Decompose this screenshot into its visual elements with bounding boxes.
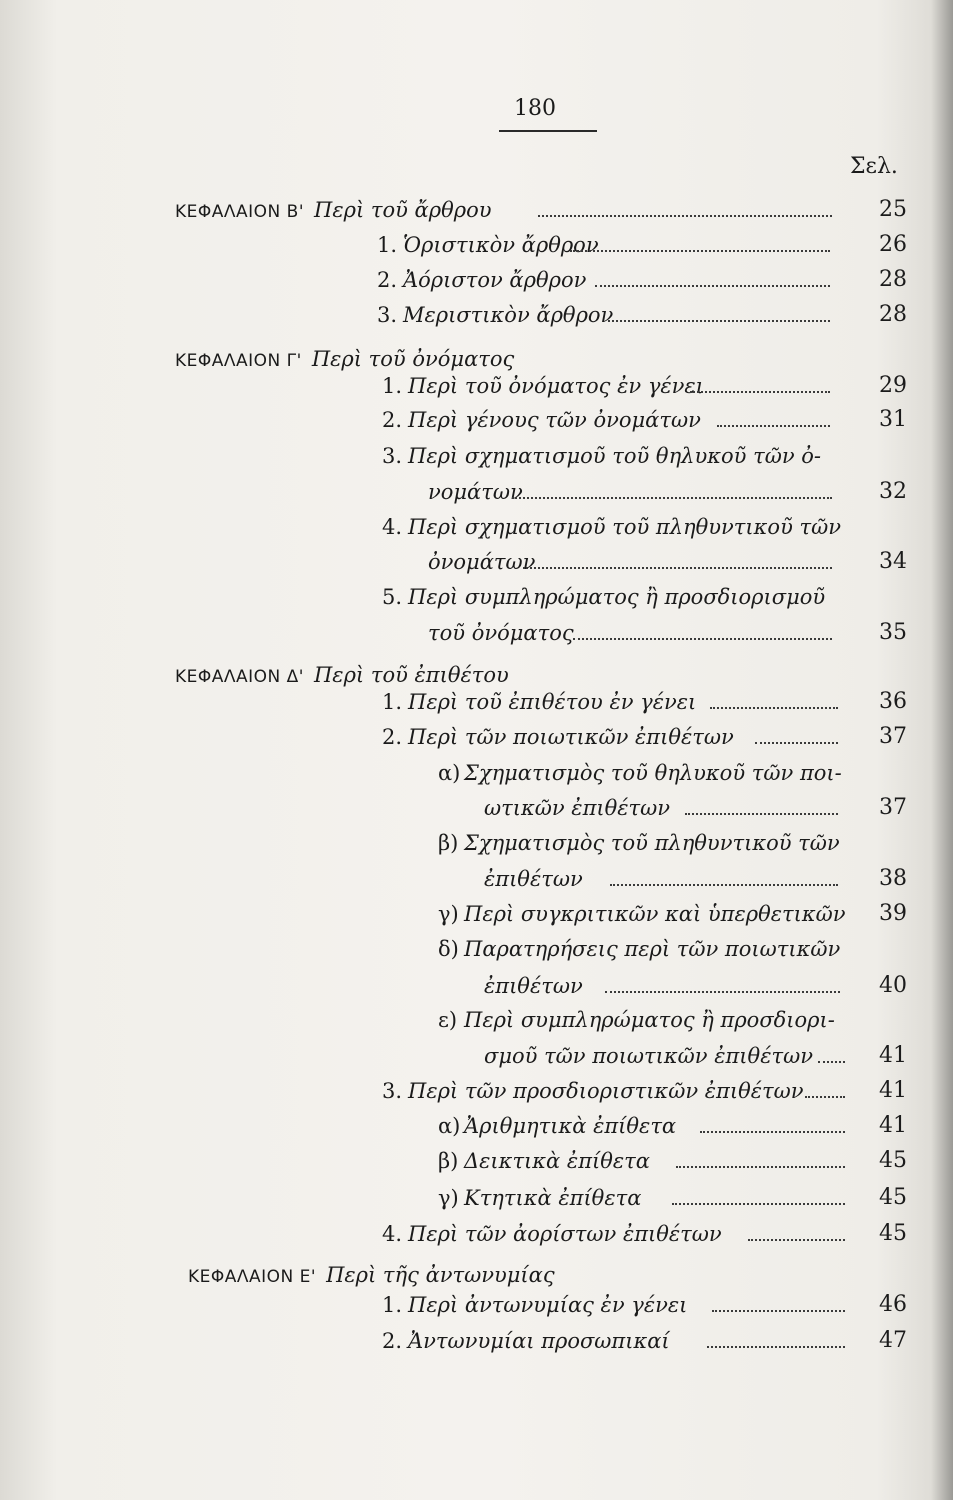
toc-chapter-row [175, 344, 514, 374]
toc-entry-row [484, 971, 583, 1001]
toc-entry-row [438, 1005, 835, 1035]
entry-page-number: 39 [879, 901, 907, 926]
toc-chapter-row [175, 660, 509, 690]
entry-title: νομάτων [428, 480, 523, 504]
entry-page-number: 32 [879, 479, 907, 504]
page-number-rule [499, 130, 597, 132]
entry-number: 2. [382, 408, 403, 432]
dot-leader [700, 1131, 845, 1133]
entry-title: Ὁριστικὸν ἄρθρον [403, 233, 599, 257]
entry-page-number: 45 [879, 1221, 907, 1246]
entry-page-number: 36 [879, 689, 907, 714]
entry-page-number: 37 [879, 795, 907, 820]
entry-title: Περὶ γένους τῶν ὀνομάτων [408, 408, 701, 432]
entry-title: Περὶ σχηματισμοῦ τοῦ πληθυντικοῦ τῶν [408, 515, 842, 539]
toc-entry-row [382, 1290, 687, 1320]
dot-leader [595, 285, 830, 287]
entry-page-number: 45 [879, 1148, 907, 1173]
entry-number: γ) [438, 902, 459, 926]
entry-title: Ἀντωνυμίαι προσωπικαί [408, 1329, 670, 1353]
entry-number: 5. [382, 585, 403, 609]
entry-title: ἐπιθέτων [484, 867, 583, 891]
dot-leader [676, 1166, 845, 1168]
entry-page-number: 37 [879, 724, 907, 749]
entry-page-number: 29 [879, 373, 907, 398]
dot-leader [712, 1310, 845, 1312]
dot-leader [805, 1096, 845, 1098]
toc-entry-row [382, 1219, 722, 1249]
dot-leader [538, 215, 832, 217]
entry-title: Περὶ τοῦ ὀνόματος [311, 347, 515, 371]
dot-leader [717, 425, 830, 427]
dot-leader [605, 991, 840, 993]
entry-title: Ἀριθμητικὰ ἐπίθετα [464, 1114, 677, 1138]
toc-entry-row [484, 864, 583, 894]
entry-title: ἐπιθέτων [484, 974, 583, 998]
entry-title: Ἀόριστον ἄρθρον [403, 268, 587, 292]
toc-entry-row [382, 405, 701, 435]
dot-leader [707, 1346, 845, 1348]
entry-page-number: 41 [879, 1043, 907, 1068]
entry-number: 2. [382, 1329, 403, 1353]
entry-number: 1. [382, 374, 403, 398]
dot-leader [710, 707, 838, 709]
toc-entry-row [484, 1041, 813, 1071]
toc-entry-row [438, 899, 846, 929]
entry-page-number: 28 [879, 267, 907, 292]
entry-page-number: 45 [879, 1185, 907, 1210]
entry-number: 3. [382, 1079, 403, 1103]
dot-leader [818, 1061, 845, 1063]
chapter-label: ΚΕΦΑΛΑΙΟΝ Γ' [175, 351, 302, 371]
entry-number: 1. [382, 1293, 403, 1317]
dot-leader [755, 742, 838, 744]
toc-entry-row [377, 300, 613, 330]
entry-title: Σχηματισμὸς τοῦ πληθυντικοῦ τῶν [464, 831, 840, 855]
entry-title: ωτικῶν ἐπιθέτων [484, 796, 671, 820]
toc-entry-row [382, 687, 696, 717]
entry-title: Περὶ τῶν προσδιοριστικῶν ἐπιθέτων [408, 1079, 804, 1103]
entry-number: 3. [382, 444, 403, 468]
entry-page-number: 41 [879, 1113, 907, 1138]
dot-leader [523, 567, 832, 569]
entry-title: Περὶ ἀντωνυμίας ἐν γένει [408, 1293, 688, 1317]
entry-number: ε) [438, 1008, 458, 1032]
entry-title: Περὶ σχηματισμοῦ τοῦ θηλυκοῦ τῶν ὀ- [408, 444, 822, 468]
entry-title: Σχηματισμὸς τοῦ θηλυκοῦ τῶν ποι- [464, 761, 842, 785]
page-spine-shadow [931, 0, 953, 1500]
dot-leader [570, 250, 830, 252]
chapter-label: ΚΕΦΑΛΑΙΟΝ Ε' [188, 1267, 317, 1287]
entry-number: 1. [377, 233, 398, 257]
toc-chapter-row [175, 195, 491, 225]
entry-title: Περὶ τοῦ ἐπιθέτου ἐν γένει [408, 690, 697, 714]
entry-title: Περὶ τοῦ ἄρθρου [314, 198, 492, 222]
entry-number: 4. [382, 515, 403, 539]
chapter-label: ΚΕΦΑΛΑΙΟΝ Δ' [175, 667, 304, 687]
entry-title: Περὶ τοῦ ἐπιθέτου [313, 663, 509, 687]
entry-page-number: 41 [879, 1078, 907, 1103]
entry-page-number: 40 [879, 973, 907, 998]
dot-leader [748, 1239, 845, 1241]
toc-entry-row [382, 512, 841, 542]
entry-title: Περὶ τῆς ἀντωνυμίας [326, 1263, 555, 1287]
entry-title: Παρατηρήσεις περὶ τῶν ποιωτικῶν [464, 937, 841, 961]
entry-title: Περὶ τοῦ ὀνόματος ἐν γένει [408, 374, 704, 398]
dot-leader [672, 1203, 845, 1205]
toc-chapter-row [188, 1260, 555, 1290]
entry-number: α) [438, 1114, 461, 1138]
toc-entry-row [484, 793, 670, 823]
entry-number: γ) [438, 1186, 459, 1210]
dot-leader [608, 320, 830, 322]
entry-number: β) [438, 831, 459, 855]
entry-title: Περὶ συμπληρώματος ἢ προσδιορι- [464, 1008, 835, 1032]
entry-page-number: 31 [879, 407, 907, 432]
entry-title: Μεριστικὸν ἄρθρον [403, 303, 614, 327]
toc-entry-row [438, 1111, 676, 1141]
entry-title: Κτητικὰ ἐπίθετα [464, 1186, 642, 1210]
entry-title: σμοῦ τῶν ποιωτικῶν ἐπιθέτων [484, 1044, 813, 1068]
toc-entry-row [382, 371, 704, 401]
page-number: 180 [514, 96, 556, 121]
toc-entry-row [438, 934, 840, 964]
toc-entry-row [382, 582, 825, 612]
entry-number: 1. [382, 690, 403, 714]
entry-page-number: 47 [879, 1328, 907, 1353]
entry-title: Δεικτικὰ ἐπίθετα [464, 1149, 650, 1173]
toc-entry-row [377, 265, 586, 295]
entry-page-number: 25 [879, 197, 907, 222]
entry-page-number: 34 [879, 549, 907, 574]
toc-entry-row [382, 1326, 670, 1356]
entry-page-number: 38 [879, 866, 907, 891]
entry-number: δ) [438, 937, 459, 961]
toc-entry-row [428, 547, 535, 577]
entry-page-number: 35 [879, 620, 907, 645]
toc-entry-row [428, 618, 574, 648]
entry-title: Περὶ συγκριτικῶν καὶ ὑπερθετικῶν [464, 902, 846, 926]
page-column-header: Σελ. [850, 154, 898, 179]
entry-page-number: 46 [879, 1292, 907, 1317]
entry-number: 3. [377, 303, 398, 327]
toc-entry-row [382, 1076, 804, 1106]
toc-entry-row [377, 230, 599, 260]
entry-number: 2. [377, 268, 398, 292]
entry-title: Περὶ τῶν ἀορίστων ἐπιθέτων [408, 1222, 722, 1246]
entry-number: β) [438, 1149, 459, 1173]
toc-entry-row [382, 441, 821, 471]
toc-entry-row [438, 1183, 641, 1213]
chapter-label: ΚΕΦΑΛΑΙΟΝ Β' [175, 202, 305, 222]
entry-title: Περὶ τῶν ποιωτικῶν ἐπιθέτων [408, 725, 734, 749]
dot-leader [512, 497, 832, 499]
dot-leader [690, 391, 830, 393]
toc-entry-row [438, 1146, 650, 1176]
entry-page-number: 26 [879, 232, 907, 257]
entry-title: Περὶ συμπληρώματος ἢ προσδιορισμοῦ [408, 585, 826, 609]
toc-entry-row [428, 477, 523, 507]
toc-entry-row [382, 722, 734, 752]
dot-leader [685, 813, 838, 815]
entry-page-number: 28 [879, 302, 907, 327]
toc-entry-row [438, 758, 842, 788]
entry-title: τοῦ ὀνόματος [428, 621, 574, 645]
entry-number: 4. [382, 1222, 403, 1246]
entry-title: ὀνομάτων [428, 550, 536, 574]
toc-entry-row [438, 828, 840, 858]
entry-number: 2. [382, 725, 403, 749]
dot-leader [610, 884, 838, 886]
dot-leader [573, 638, 832, 640]
entry-number: α) [438, 761, 461, 785]
